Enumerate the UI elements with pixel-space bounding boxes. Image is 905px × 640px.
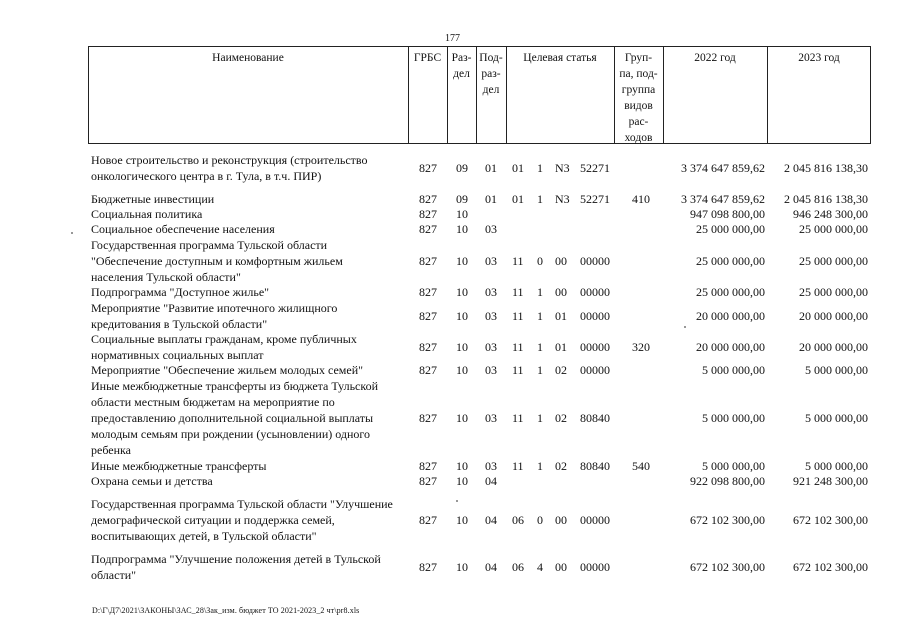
cell-2023: 5 000 000,00 [805,363,868,377]
file-path-footer: D:\Г\Д7\2021\ЗАКОНЫ\ЗАС_28\Зак_изм. бюджет ТО 2021-2023_2 чт\pr8.xls [92,606,360,615]
cell-target-event: 00 [555,513,567,527]
cell-name: ребенка [91,443,131,457]
cell-target-event: 00 [555,285,567,299]
header-group-line: видов [624,100,653,112]
cell-target-code: 00000 [580,254,610,268]
cell-2022: 5 000 000,00 [702,363,765,377]
cell-2022: 20 000 000,00 [696,309,765,323]
cell-target-event: N3 [555,192,570,206]
cell-name: Государственная программа Тульской области "Улучшение [91,497,393,511]
cell-target-event: 00 [555,254,567,268]
cell-razdel: 10 [456,459,468,473]
cell-name: Мероприятие "Обеспечение жильем молодых семей" [91,363,364,377]
cell-target-code: 80840 [580,459,610,473]
header-group-line: па, под- [619,68,658,80]
cell-group: 540 [632,459,650,473]
cell-grbs: 827 [419,363,437,377]
cell-target-code: 00000 [580,309,610,323]
header-name: Наименование [212,52,284,64]
cell-target-event: 01 [555,340,567,354]
cell-target-sub: 0 [537,254,543,268]
cell-grbs: 827 [419,192,437,206]
cell-name: "Обеспечение доступным и комфортным жильем [91,254,343,268]
cell-name: демографической ситуации и поддержка семей, [91,513,335,527]
cell-2023: 25 000 000,00 [799,254,868,268]
cell-razdel: 10 [456,207,468,221]
cell-name: Подпрограмма "Доступное жилье" [91,285,270,299]
cell-target-program: 06 [512,513,524,527]
cell-2022: 922 098 800,00 [690,474,765,488]
header-group [614,50,663,146]
cell-podrazdel: 03 [485,459,497,473]
cell-target-sub: 1 [537,459,543,473]
cell-2023: 25 000 000,00 [799,285,868,299]
cell-2023: 20 000 000,00 [799,309,868,323]
cell-name: Иные межбюджетные трансферты из бюджета Тульской [91,379,379,393]
cell-target-event: 02 [555,411,567,425]
cell-name: Социальные выплаты гражданам, кроме публичных [91,332,357,346]
cell-podrazdel: 03 [485,254,497,268]
header-group-line: ходов [624,132,653,144]
header-podrazdel [476,50,506,98]
cell-grbs: 827 [419,340,437,354]
cell-2022: 25 000 000,00 [696,222,765,236]
cell-name: Социальное обеспечение населения [91,222,275,236]
cell-grbs: 827 [419,207,437,221]
cell-target-program: 01 [512,161,524,175]
cell-name: кредитования в Тульской области" [91,317,268,331]
cell-target-program: 01 [512,192,524,206]
cell-2023: 921 248 300,00 [793,474,868,488]
cell-razdel: 10 [456,285,468,299]
cell-2023: 2 045 816 138,30 [784,161,868,175]
cell-razdel: 10 [456,560,468,574]
cell-grbs: 827 [419,285,437,299]
cell-podrazdel: 03 [485,285,497,299]
page-number: 177 [445,33,460,44]
cell-name: Мероприятие "Развитие ипотечного жилищного [91,301,338,315]
cell-2023: 25 000 000,00 [799,222,868,236]
cell-2022: 3 374 647 859,62 [681,161,765,175]
header-group-line: рас- [628,116,649,128]
cell-target-program: 06 [512,560,524,574]
header-razdel-line: дел [453,68,470,80]
cell-grbs: 827 [419,513,437,527]
cell-2023: 20 000 000,00 [799,340,868,354]
cell-target-code: 52271 [580,192,610,206]
cell-2022: 3 374 647 859,62 [681,192,765,206]
header-2023: 2023 год [798,52,840,64]
scan-speck [456,500,458,502]
cell-target-code: 00000 [580,340,610,354]
cell-name: Государственная программа Тульской области [91,238,328,252]
header-grbs: ГРБС [413,52,442,64]
cell-target-program: 11 [512,254,524,268]
cell-target-code: 52271 [580,161,610,175]
cell-target-program: 11 [512,340,524,354]
cell-target-program: 11 [512,411,524,425]
cell-target-event: 00 [555,560,567,574]
cell-name: Иные межбюджетные трансферты [91,459,267,473]
cell-target-sub: 1 [537,411,543,425]
cell-target-code: 00000 [580,363,610,377]
scan-speck [71,232,73,234]
cell-target-event: N3 [555,161,570,175]
header-podrazdel-line: Под- [479,52,503,64]
cell-group: 320 [632,340,650,354]
header-group-line: группа [621,84,656,96]
cell-grbs: 827 [419,222,437,236]
cell-2022: 25 000 000,00 [696,285,765,299]
cell-name: онкологического центра в г. Тула, в т.ч. ПИР) [91,169,322,183]
cell-target-sub: 1 [537,161,543,175]
cell-razdel: 10 [456,363,468,377]
cell-2022: 20 000 000,00 [696,340,765,354]
cell-grbs: 827 [419,411,437,425]
cell-name: области местным бюджетам на мероприятие по [91,395,335,409]
header-podrazdel-line: раз- [481,68,501,80]
cell-razdel: 10 [456,340,468,354]
cell-target-code: 80840 [580,411,610,425]
cell-target-event: 02 [555,363,567,377]
cell-razdel: 09 [456,192,468,206]
cell-grbs: 827 [419,309,437,323]
cell-target-code: 00000 [580,285,610,299]
cell-2022: 947 098 800,00 [690,207,765,221]
cell-podrazdel: 04 [485,474,497,488]
cell-name: Охрана семьи и детства [91,474,213,488]
cell-grbs: 827 [419,254,437,268]
cell-grbs: 827 [419,161,437,175]
cell-razdel: 10 [456,222,468,236]
cell-name: Подпрограмма "Улучшение положения детей в Тульской [91,552,381,566]
cell-target-program: 11 [512,459,524,473]
cell-target-sub: 0 [537,513,543,527]
cell-2023: 5 000 000,00 [805,411,868,425]
header-target: Целевая статья [523,52,597,64]
cell-target-sub: 1 [537,363,543,377]
header-2022: 2022 год [694,52,736,64]
cell-podrazdel: 03 [485,340,497,354]
cell-name: предоставлению дополнительной социальной выплаты [91,411,374,425]
cell-2023: 5 000 000,00 [805,459,868,473]
cell-target-program: 11 [512,285,524,299]
cell-2022: 5 000 000,00 [702,459,765,473]
cell-target-event: 02 [555,459,567,473]
cell-razdel: 10 [456,309,468,323]
cell-2022: 672 102 300,00 [690,513,765,527]
cell-name: области" [91,568,137,582]
header-podrazdel-line: дел [482,84,500,96]
cell-2023: 946 248 300,00 [793,207,868,221]
cell-razdel: 09 [456,161,468,175]
cell-name: Социальная политика [91,207,203,221]
cell-podrazdel: 01 [485,192,497,206]
cell-2023: 672 102 300,00 [793,560,868,574]
cell-grbs: 827 [419,474,437,488]
cell-razdel: 10 [456,254,468,268]
cell-target-sub: 1 [537,340,543,354]
cell-2022: 672 102 300,00 [690,560,765,574]
cell-2023: 2 045 816 138,30 [784,192,868,206]
scan-speck [684,326,686,328]
cell-target-sub: 1 [537,285,543,299]
header-razdel [447,50,476,82]
cell-target-code: 00000 [580,560,610,574]
cell-podrazdel: 04 [485,513,497,527]
cell-razdel: 10 [456,411,468,425]
cell-name: воспитывающих детей, в Тульской области" [91,529,317,543]
cell-podrazdel: 03 [485,309,497,323]
cell-podrazdel: 03 [485,363,497,377]
cell-grbs: 827 [419,459,437,473]
cell-podrazdel: 03 [485,222,497,236]
cell-podrazdel: 03 [485,411,497,425]
cell-target-event: 01 [555,309,567,323]
cell-2023: 672 102 300,00 [793,513,868,527]
cell-name: молодым семьям при рождении (усыновлении) одного [91,427,371,441]
cell-target-code: 00000 [580,513,610,527]
cell-group: 410 [632,192,650,206]
cell-target-sub: 1 [537,192,543,206]
cell-podrazdel: 04 [485,560,497,574]
cell-razdel: 10 [456,474,468,488]
cell-2022: 5 000 000,00 [702,411,765,425]
cell-name: населения Тульской области" [91,270,241,284]
cell-razdel: 10 [456,513,468,527]
cell-grbs: 827 [419,560,437,574]
header-razdel-line: Раз- [451,52,472,64]
cell-target-program: 11 [512,309,524,323]
header-group-line: Груп- [624,52,653,64]
cell-podrazdel: 01 [485,161,497,175]
cell-target-sub: 1 [537,309,543,323]
cell-target-sub: 4 [537,560,543,574]
cell-name: Бюджетные инвестиции [91,192,215,206]
cell-name: нормативных социальных выплат [91,348,264,362]
cell-2022: 25 000 000,00 [696,254,765,268]
cell-target-program: 11 [512,363,524,377]
cell-name: Новое строительство и реконструкция (строительство [91,153,368,167]
